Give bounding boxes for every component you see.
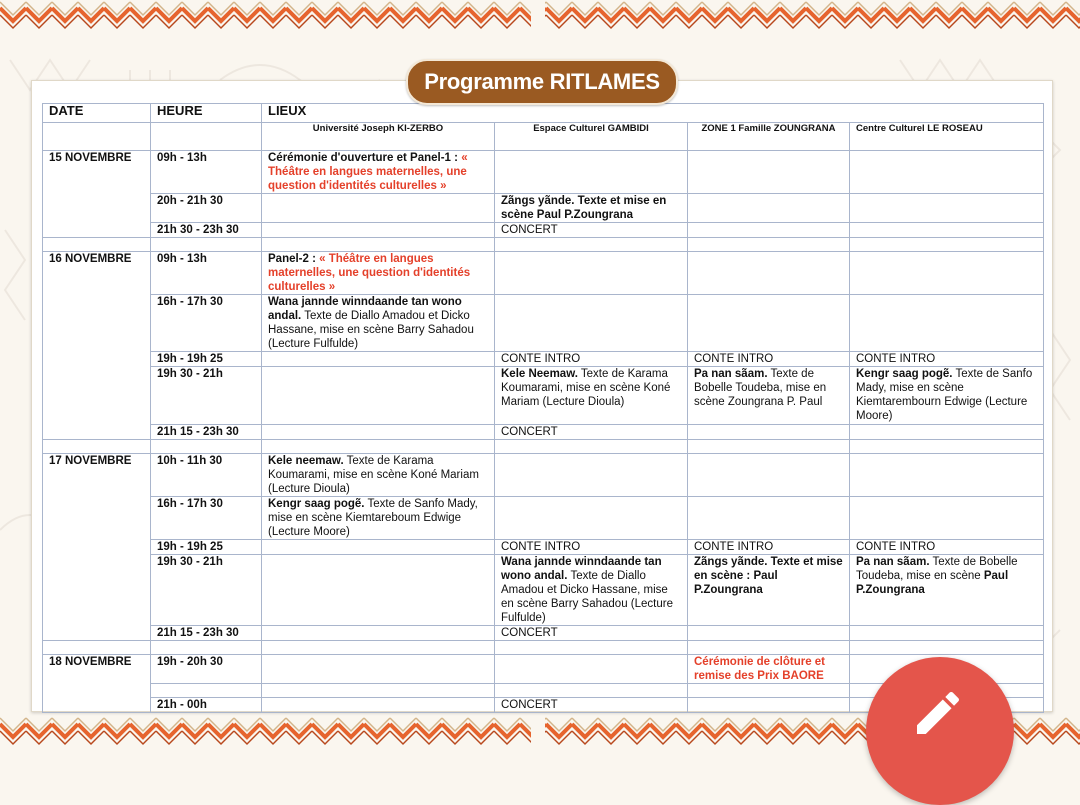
time-cell: 16h - 17h 30 bbox=[151, 497, 262, 540]
header-heure: HEURE bbox=[151, 104, 262, 123]
time-cell: 09h - 13h bbox=[151, 252, 262, 295]
event-cell: Pa nan sãam. Texte de Bobelle Toudeba, mise en scène Paul P.Zoungrana bbox=[850, 555, 1044, 626]
decorative-top-border bbox=[0, 0, 1080, 30]
date-cell: 15 NOVEMBRE bbox=[43, 151, 151, 238]
venue-header-row bbox=[43, 123, 1044, 151]
event-cell: Zãngs yãnde. Texte et mise en scène Paul P.Zoungrana bbox=[495, 194, 688, 223]
event-cell: Pa nan sãam. Texte de Bobelle Toudeba, mise en scène Zoungrana P. Paul bbox=[688, 367, 850, 425]
table-row bbox=[43, 352, 1044, 367]
time-cell: 21h 30 - 23h 30 bbox=[151, 223, 262, 238]
event-cell: CONTE INTRO bbox=[850, 352, 1044, 367]
venue-ki-zerbo: Université Joseph KI-ZERBO bbox=[262, 123, 495, 151]
table-row bbox=[43, 497, 1044, 540]
time-cell: 19h - 20h 30 bbox=[151, 655, 262, 684]
venue-zoungrana: ZONE 1 Famille ZOUNGRANA bbox=[688, 123, 850, 151]
event-cell: CONTE INTRO bbox=[850, 540, 1044, 555]
event-cell: CONTE INTRO bbox=[495, 352, 688, 367]
event-cell: Kele Neemaw. Texte de Karama Koumarami, mise en scène Koné Mariam (Lecture Dioula) bbox=[495, 367, 688, 425]
time-cell: 09h - 13h bbox=[151, 151, 262, 194]
edit-button[interactable] bbox=[866, 657, 1014, 805]
table-row bbox=[43, 194, 1044, 223]
table-row bbox=[43, 252, 1044, 295]
event-cell: Cérémonie d'ouverture et Panel-1 : « Théâtre en langues maternelles, une question d'identités culturelles » bbox=[262, 151, 495, 194]
table-row bbox=[43, 540, 1044, 555]
event-cell: CONTE INTRO bbox=[688, 352, 850, 367]
spacer-row bbox=[43, 641, 1044, 655]
table-row bbox=[43, 454, 1044, 497]
time-cell: 21h 15 - 23h 30 bbox=[151, 425, 262, 440]
event-cell: Cérémonie de clôture et remise des Prix BAORE bbox=[688, 655, 850, 684]
event-cell: Kele neemaw. Texte de Karama Koumarami, mise en scène Koné Mariam (Lecture Dioula) bbox=[262, 454, 495, 497]
event-cell: Wana jannde winndaande tan wono andal. Texte de Diallo Amadou et Dicko Hassane, mise en scène Barry Sahadou (Lecture Fulfulde) bbox=[495, 555, 688, 626]
event-cell: CONTE INTRO bbox=[688, 540, 850, 555]
venue-le-roseau: Centre Culturel LE ROSEAU bbox=[850, 123, 1044, 151]
event-cell: CONCERT bbox=[495, 425, 688, 440]
time-cell: 21h 15 - 23h 30 bbox=[151, 626, 262, 641]
event-cell: Kengr saag pogẽ. Texte de Sanfo Mady, mise en scène Kiemtareboum Edwige (Lecture Moore) bbox=[262, 497, 495, 540]
time-cell: 16h - 17h 30 bbox=[151, 295, 262, 352]
table-row bbox=[43, 425, 1044, 440]
time-cell: 19h 30 - 21h bbox=[151, 555, 262, 626]
program-table bbox=[42, 103, 1044, 713]
event-cell: CONCERT bbox=[495, 626, 688, 641]
date-cell: 18 NOVEMBRE bbox=[43, 655, 151, 713]
event-cell: CONCERT bbox=[495, 698, 688, 713]
event-cell: CONCERT bbox=[495, 223, 688, 238]
pencil-icon bbox=[910, 685, 966, 741]
event-cell: Wana jannde winndaande tan wono andal. Texte de Diallo Amadou et Dicko Hassane, mise en scène Barry Sahadou (Lecture Fulfulde) bbox=[262, 295, 495, 352]
event-cell: Kengr saag pogẽ. Texte de Sanfo Mady, mise en scène Kiemtarembourn Edwige (Lecture Moore) bbox=[850, 367, 1044, 425]
spacer-row bbox=[43, 440, 1044, 454]
date-cell: 16 NOVEMBRE bbox=[43, 252, 151, 440]
date-cell: 17 NOVEMBRE bbox=[43, 454, 151, 641]
time-cell: 19h 30 - 21h bbox=[151, 367, 262, 425]
time-cell: 19h - 19h 25 bbox=[151, 352, 262, 367]
program-sheet bbox=[31, 80, 1053, 712]
header-lieux: LIEUX bbox=[262, 104, 1044, 123]
time-cell: 21h - 00h bbox=[151, 698, 262, 713]
table-row bbox=[43, 223, 1044, 238]
table-row bbox=[43, 555, 1044, 626]
event-cell: Panel-2 : « Théâtre en langues maternelles, une question d'identités culturelles » bbox=[262, 252, 495, 295]
table-row bbox=[43, 151, 1044, 194]
header-date: DATE bbox=[43, 104, 151, 123]
spacer-row bbox=[43, 238, 1044, 252]
time-cell: 10h - 11h 30 bbox=[151, 454, 262, 497]
table-row bbox=[43, 367, 1044, 425]
table-row bbox=[43, 295, 1044, 352]
table-row bbox=[43, 626, 1044, 641]
event-cell: Zãngs yãnde. Texte et mise en scène : Paul P.Zoungrana bbox=[688, 555, 850, 626]
time-cell: 19h - 19h 25 bbox=[151, 540, 262, 555]
venue-gambidi: Espace Culturel GAMBIDI bbox=[495, 123, 688, 151]
time-cell: 20h - 21h 30 bbox=[151, 194, 262, 223]
page-title: Programme RITLAMES bbox=[406, 59, 678, 105]
table-header-row bbox=[43, 104, 1044, 123]
event-cell: CONTE INTRO bbox=[495, 540, 688, 555]
